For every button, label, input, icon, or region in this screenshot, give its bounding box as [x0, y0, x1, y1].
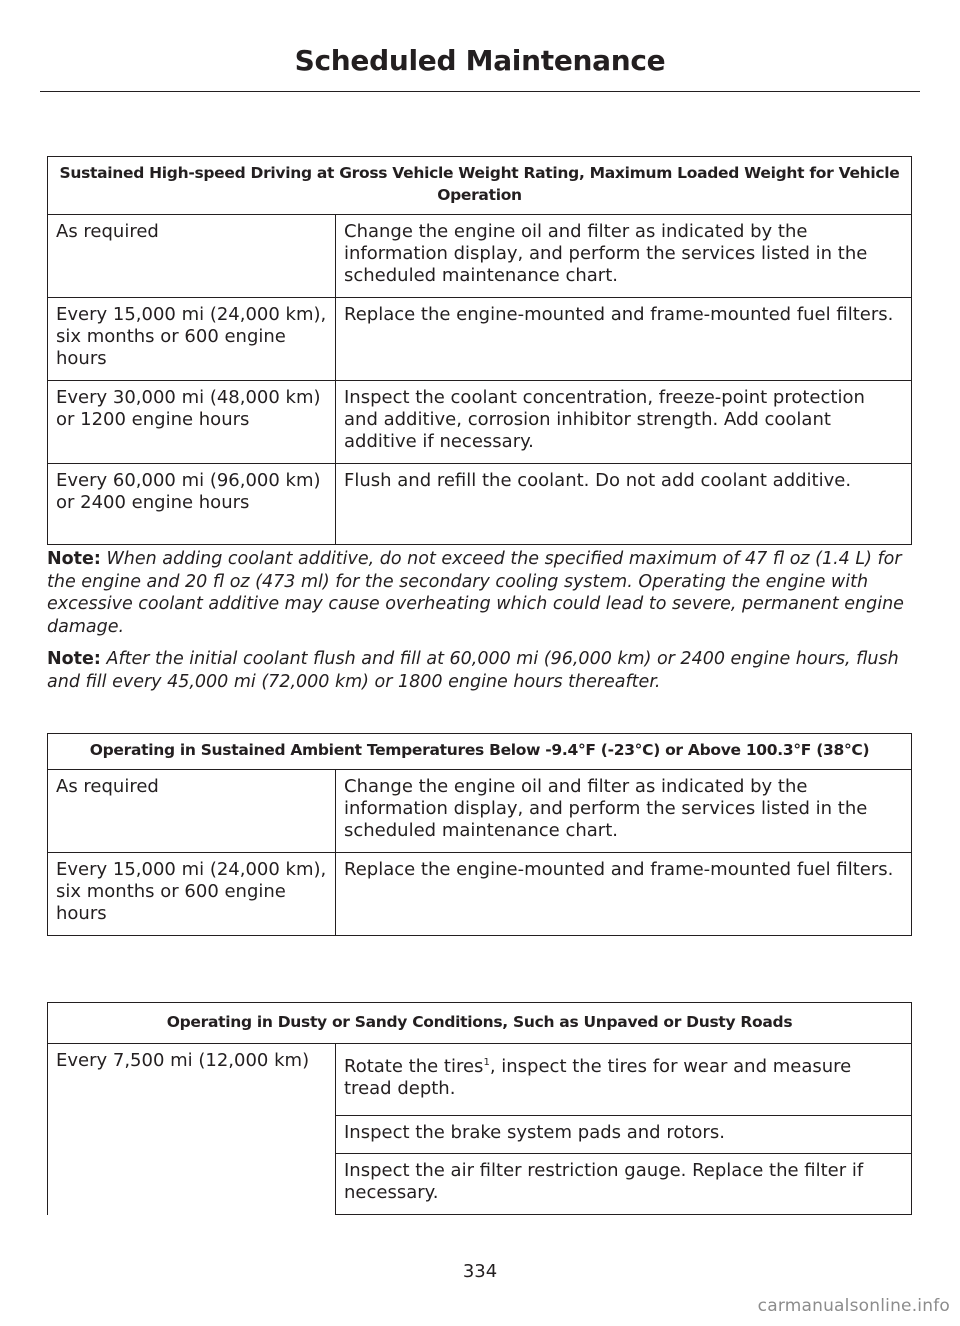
note-text: After the initial coolant flush and fill at 60,000 mi (96,000 km) or 2400 engine hours, flush and fill every 45,000 mi (72,000 km) or 1800 engine hours thereafter. [47, 649, 899, 692]
table-row [48, 298, 912, 381]
note-label: Note: [47, 649, 101, 669]
table-row [48, 853, 912, 936]
table-heading: Operating in Sustained Ambient Temperatures Below -9.4°F (-23°C) or Above 100.3°F (38°C) [48, 734, 912, 770]
note-coolant-flush [47, 648, 917, 693]
interval-cell: As required [48, 215, 336, 298]
table-row [48, 1044, 912, 1116]
action-text: Rotate the tires [344, 1056, 484, 1077]
table-row [48, 215, 912, 298]
maintenance-table-dusty-conditions [47, 1002, 912, 1215]
interval-cell: Every 60,000 mi (96,000 km) or 2400 engine hours [48, 464, 336, 545]
table-row [48, 381, 912, 464]
table-row [48, 464, 912, 545]
action-cell: Inspect the air filter restriction gauge. Replace the filter if necessary. [336, 1154, 912, 1215]
page-number: 334 [462, 1261, 498, 1282]
footnote-marker: 1 [483, 1057, 490, 1068]
action-cell: Change the engine oil and filter as indicated by the information display, and perform the services listed in the scheduled maintenance chart. [336, 770, 912, 853]
interval-cell: Every 7,500 mi (12,000 km) [48, 1044, 336, 1215]
action-cell [336, 1044, 912, 1116]
note-text: When adding coolant additive, do not exceed the specified maximum of 47 fl oz (1.4 L) for the engine and 20 fl oz (473 ml) for the secondary cooling system. Operating the engine with excessive coolant additive may cause overheating which could lead to severe, permanent engine damage. [47, 549, 904, 637]
action-text: , inspect the tires for wear and measure tread depth. [344, 1056, 852, 1099]
page-title: Scheduled Maintenance [294, 44, 666, 77]
table-row [48, 770, 912, 853]
maintenance-table-ambient-temperature [47, 733, 912, 936]
interval-cell: As required [48, 770, 336, 853]
table-heading: Operating in Dusty or Sandy Conditions, Such as Unpaved or Dusty Roads [48, 1003, 912, 1044]
interval-cell: Every 15,000 mi (24,000 km), six months or 600 engine hours [48, 853, 336, 936]
action-cell: Flush and refill the coolant. Do not add coolant additive. [336, 464, 912, 545]
note-label: Note: [47, 549, 101, 569]
interval-cell: Every 15,000 mi (24,000 km), six months or 600 engine hours [48, 298, 336, 381]
note-coolant-additive [47, 548, 917, 638]
table-heading: Sustained High-speed Driving at Gross Vehicle Weight Rating, Maximum Loaded Weight for Vehicle Operation [48, 157, 912, 215]
action-cell: Replace the engine-mounted and frame-mounted fuel filters. [336, 298, 912, 381]
maintenance-table-high-speed [47, 156, 912, 545]
interval-cell: Every 30,000 mi (48,000 km) or 1200 engine hours [48, 381, 336, 464]
watermark: carmanualsonline.info [757, 1296, 950, 1316]
action-cell: Inspect the brake system pads and rotors. [336, 1116, 912, 1154]
action-cell: Inspect the coolant concentration, freeze-point protection and additive, corrosion inhibitor strength. Add coolant additive if necessary. [336, 381, 912, 464]
action-cell: Replace the engine-mounted and frame-mounted fuel filters. [336, 853, 912, 936]
header-divider [40, 91, 920, 92]
action-cell: Change the engine oil and filter as indicated by the information display, and perform the services listed in the scheduled maintenance chart. [336, 215, 912, 298]
